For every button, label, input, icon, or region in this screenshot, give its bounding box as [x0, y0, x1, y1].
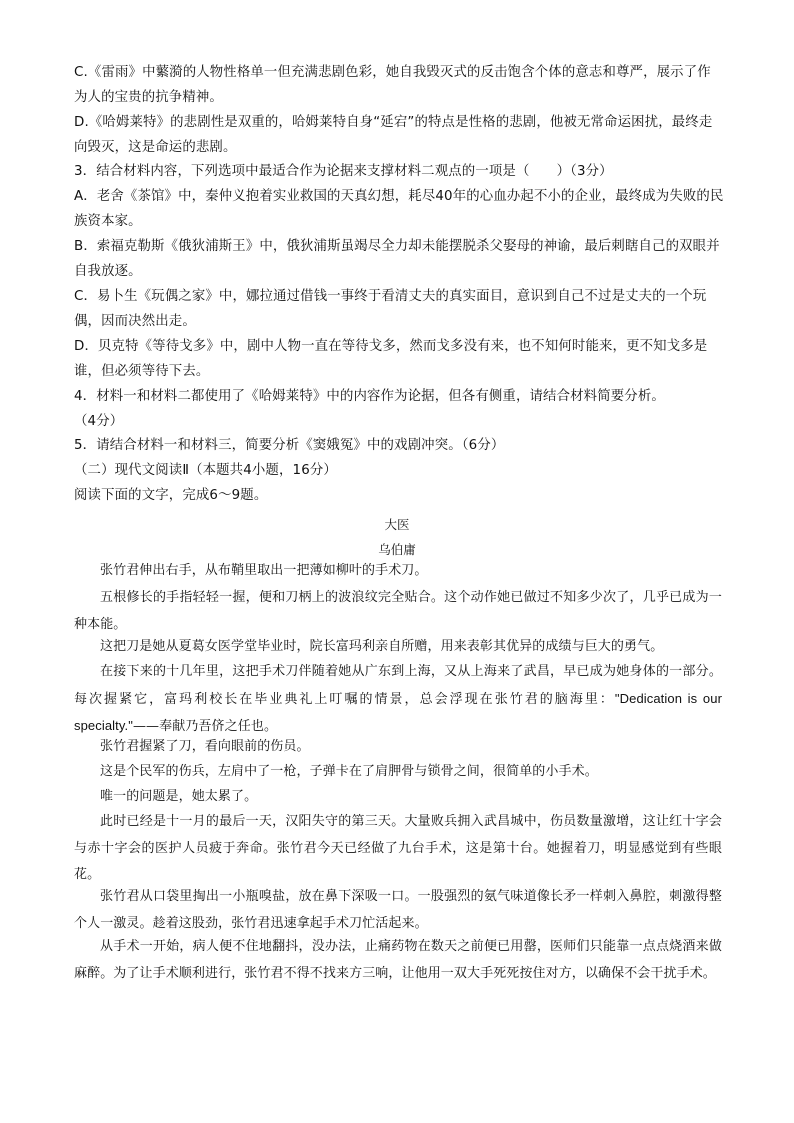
article-paragraph: 这把刀是她从夏葛女医学堂毕业时，院长富玛利亲自所赠，用来表彰其优异的成绩与巨大的勇气。: [100, 639, 664, 654]
question-5: 5．请结合材料一和材料三，简要分析《窦娥冤》中的戏剧冲突。（6分）: [74, 438, 505, 453]
english-motto: "Dedication is our specialty.": [74, 690, 722, 733]
question-3-option-d: D．贝克特《等待戈多》中，剧中人物一直在等待戈多，然而戈多没有来，也不知何时能来，更不知戈多是谁，但必须等待下去。: [74, 339, 708, 379]
paragraph-text: 在接下来的十几年里，这把手术刀伴随着她从广东到上海，又从上海来了武昌，早已成为她身体的一部分。每次握紧它，富玛利校长在毕业典礼上叮嘱的情景，总会浮现在张竹君的脑海里：: [74, 664, 722, 707]
article-paragraph: 此时已经是十一月的最后一天，汉阳失守的第三天。大量败兵拥入武昌城中，伤员数量激增，这让红十字会与赤十字会的医护人员疲于奔命。张竹君今天已经做了九台手术，这是第十台。她握着刀，明显感觉到有些眼花。: [74, 814, 722, 882]
article-paragraph: 这是个民军的伤兵，左肩中了一枪，子弹卡在了肩胛骨与锁骨之间，很简单的小手术。: [100, 764, 598, 779]
question-3-option-b: B．索福克勒斯《俄狄浦斯王》中，俄狄浦斯虽竭尽全力却未能摆脱杀父娶母的神谕，最后刺瞎自己的双眼并自我放逐。: [74, 239, 720, 279]
section-2-instruction: 阅读下面的文字，完成6～9题。: [74, 488, 268, 503]
question-3-option-c: C．易卜生《玩偶之家》中，娜拉通过借钱一事终于看清丈夫的真实面目，意识到自己不过是丈夫的一个玩偶，因而决然出走。: [74, 289, 707, 329]
question-3-option-a: A．老舍《茶馆》中，秦仲义抱着实业救国的天真幻想，耗尽40年的心血办起不小的企业，最终成为失败的民族资本家。: [74, 189, 724, 229]
article-paragraph: 从手术一开始，病人便不住地翻抖，没办法，止痛药物在数天之前便已用罄，医师们只能靠一点点烧酒来做麻醉。为了让手术顺利进行，张竹君不得不找来方三响，让他用一双大手死死按住对方，以确保不会干扰手术。: [74, 939, 722, 981]
article-title: 大医: [384, 517, 410, 532]
article-paragraph-with-quote: [74, 659, 722, 741]
article-paragraph: 张竹君伸出右手，从布鞘里取出一把薄如柳叶的手术刀。: [100, 563, 428, 578]
question-4-line-1: 4．材料一和材料二都使用了《哈姆莱特》中的内容作为论据，但各有侧重，请结合材料简要分析。: [74, 389, 665, 404]
article-paragraph: 五根修长的手指轻轻一握，便和刀柄上的波浪纹完全贴合。这个动作她已做过不知多少次了，几乎已成为一种本能。: [74, 590, 722, 632]
question-4-points: （4分）: [74, 414, 124, 429]
chinese-motto: ——奉献乃吾侪之任也。: [132, 719, 278, 734]
article-paragraph: 张竹君握紧了刀，看向眼前的伤员。: [100, 739, 310, 754]
article-author: 乌伯庸: [378, 542, 416, 557]
option-d-hamlet: D.《哈姆莱特》的悲剧性是双重的，哈姆莱特自身“延宕”的特点是性格的悲剧，他被无常命运困扰，最终走向毁灭，这是命运的悲剧。: [74, 115, 713, 155]
article-paragraph: 张竹君从口袋里掏出一小瓶嗅盐，放在鼻下深吸一口。一股强烈的氨气味道像长矛一样刺入鼻腔，刺激得整个人一激灵。趁着这股劲，张竹君迅速拿起手术刀忙活起来。: [74, 889, 722, 931]
question-3-stem: 3．结合材料内容，下列选项中最适合作为论据来支撑材料二观点的一项是（ ）（3分）: [74, 164, 613, 179]
section-2-heading: （二）现代文阅读Ⅱ（本题共4小题，16分）: [74, 463, 337, 478]
option-c-leiyu: C.《雷雨》中蘩漪的人物性格单一但充满悲剧色彩，她自我毁灭式的反击饱含个体的意志和尊严，展示了作为人的宝贵的抗争精神。: [74, 65, 711, 105]
article-paragraph: 唯一的问题是，她太累了。: [100, 789, 258, 804]
